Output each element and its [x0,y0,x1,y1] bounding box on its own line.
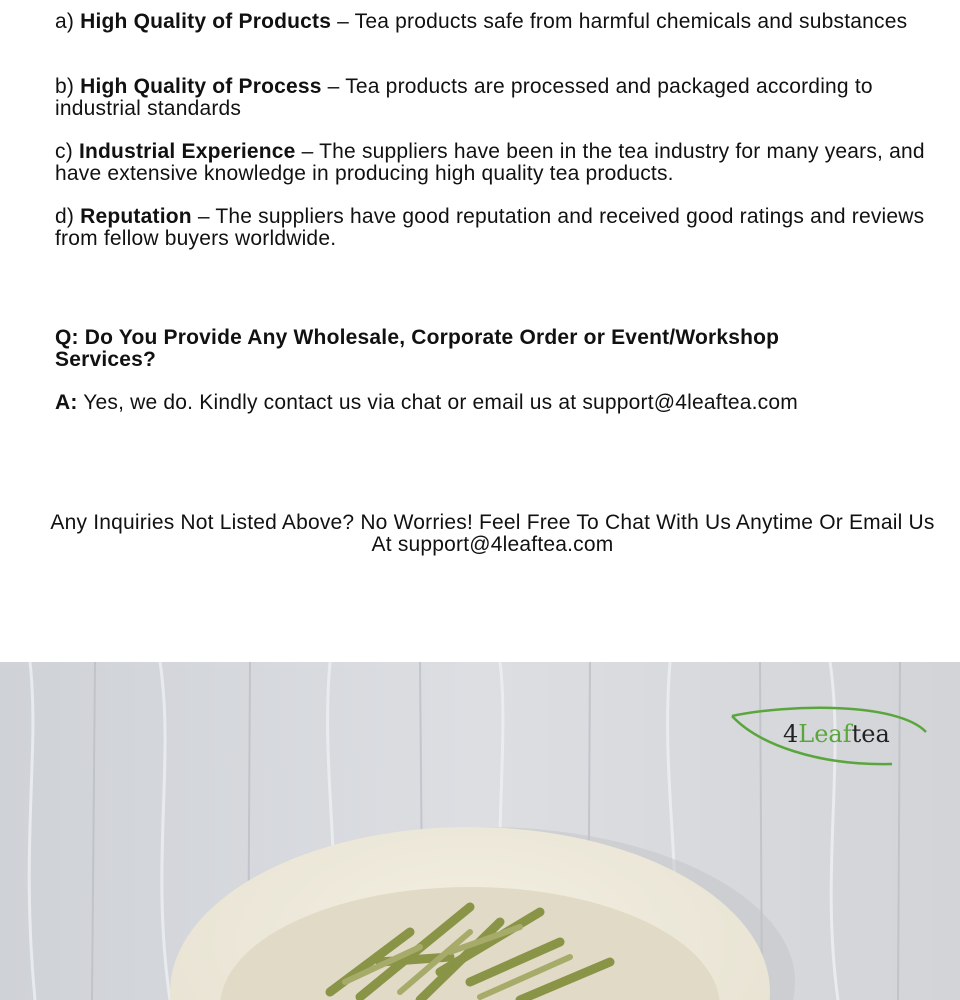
wordmark-prefix: 4 [783,720,799,748]
quality-text: – The suppliers have good reputation and received good ratings and reviews from fellow buyers worldwide. [55,205,925,250]
brand-wordmark [783,720,890,748]
quality-item-products [55,11,945,33]
quality-item-experience [55,141,945,185]
quality-letter: b) [55,75,75,98]
answer-label: A: [55,391,78,414]
faq-answer [55,392,945,414]
wordmark-accent: Leaf [798,720,852,748]
quality-text: – Tea products are processed and packaged according to industrial standards [55,75,873,120]
quality-text: – Tea products safe from harmful chemicals and substances [331,10,908,33]
quality-item-process [55,76,945,120]
quality-title: High Quality of Process [80,75,322,98]
brand-logo [728,704,932,774]
quality-title: High Quality of Products [80,10,332,33]
inquiries-note: Any Inquiries Not Listed Above? No Worries! Feel Free To Chat With Us Anytime Or Email Us At support@4leaftea.com [50,511,935,556]
quality-title: Industrial Experience [78,140,296,163]
quality-letter: c) [55,140,73,163]
quality-letter: d) [55,205,75,228]
quality-text: – The suppliers have been in the tea industry for many years, and have extensive knowledge in producing high quality tea products. [55,140,925,185]
wordmark-suffix: tea [851,720,890,748]
quality-item-reputation [55,206,945,250]
quality-letter: a) [55,10,75,33]
lemongrass-tea-photo [0,662,960,1000]
answer-text: Yes, we do. Kindly contact us via chat or email us at support@4leaftea.com [77,391,798,414]
faq-question: Q: Do You Provide Any Wholesale, Corporate Order or Event/Workshop Services? [55,326,780,371]
quality-title: Reputation [80,205,192,228]
